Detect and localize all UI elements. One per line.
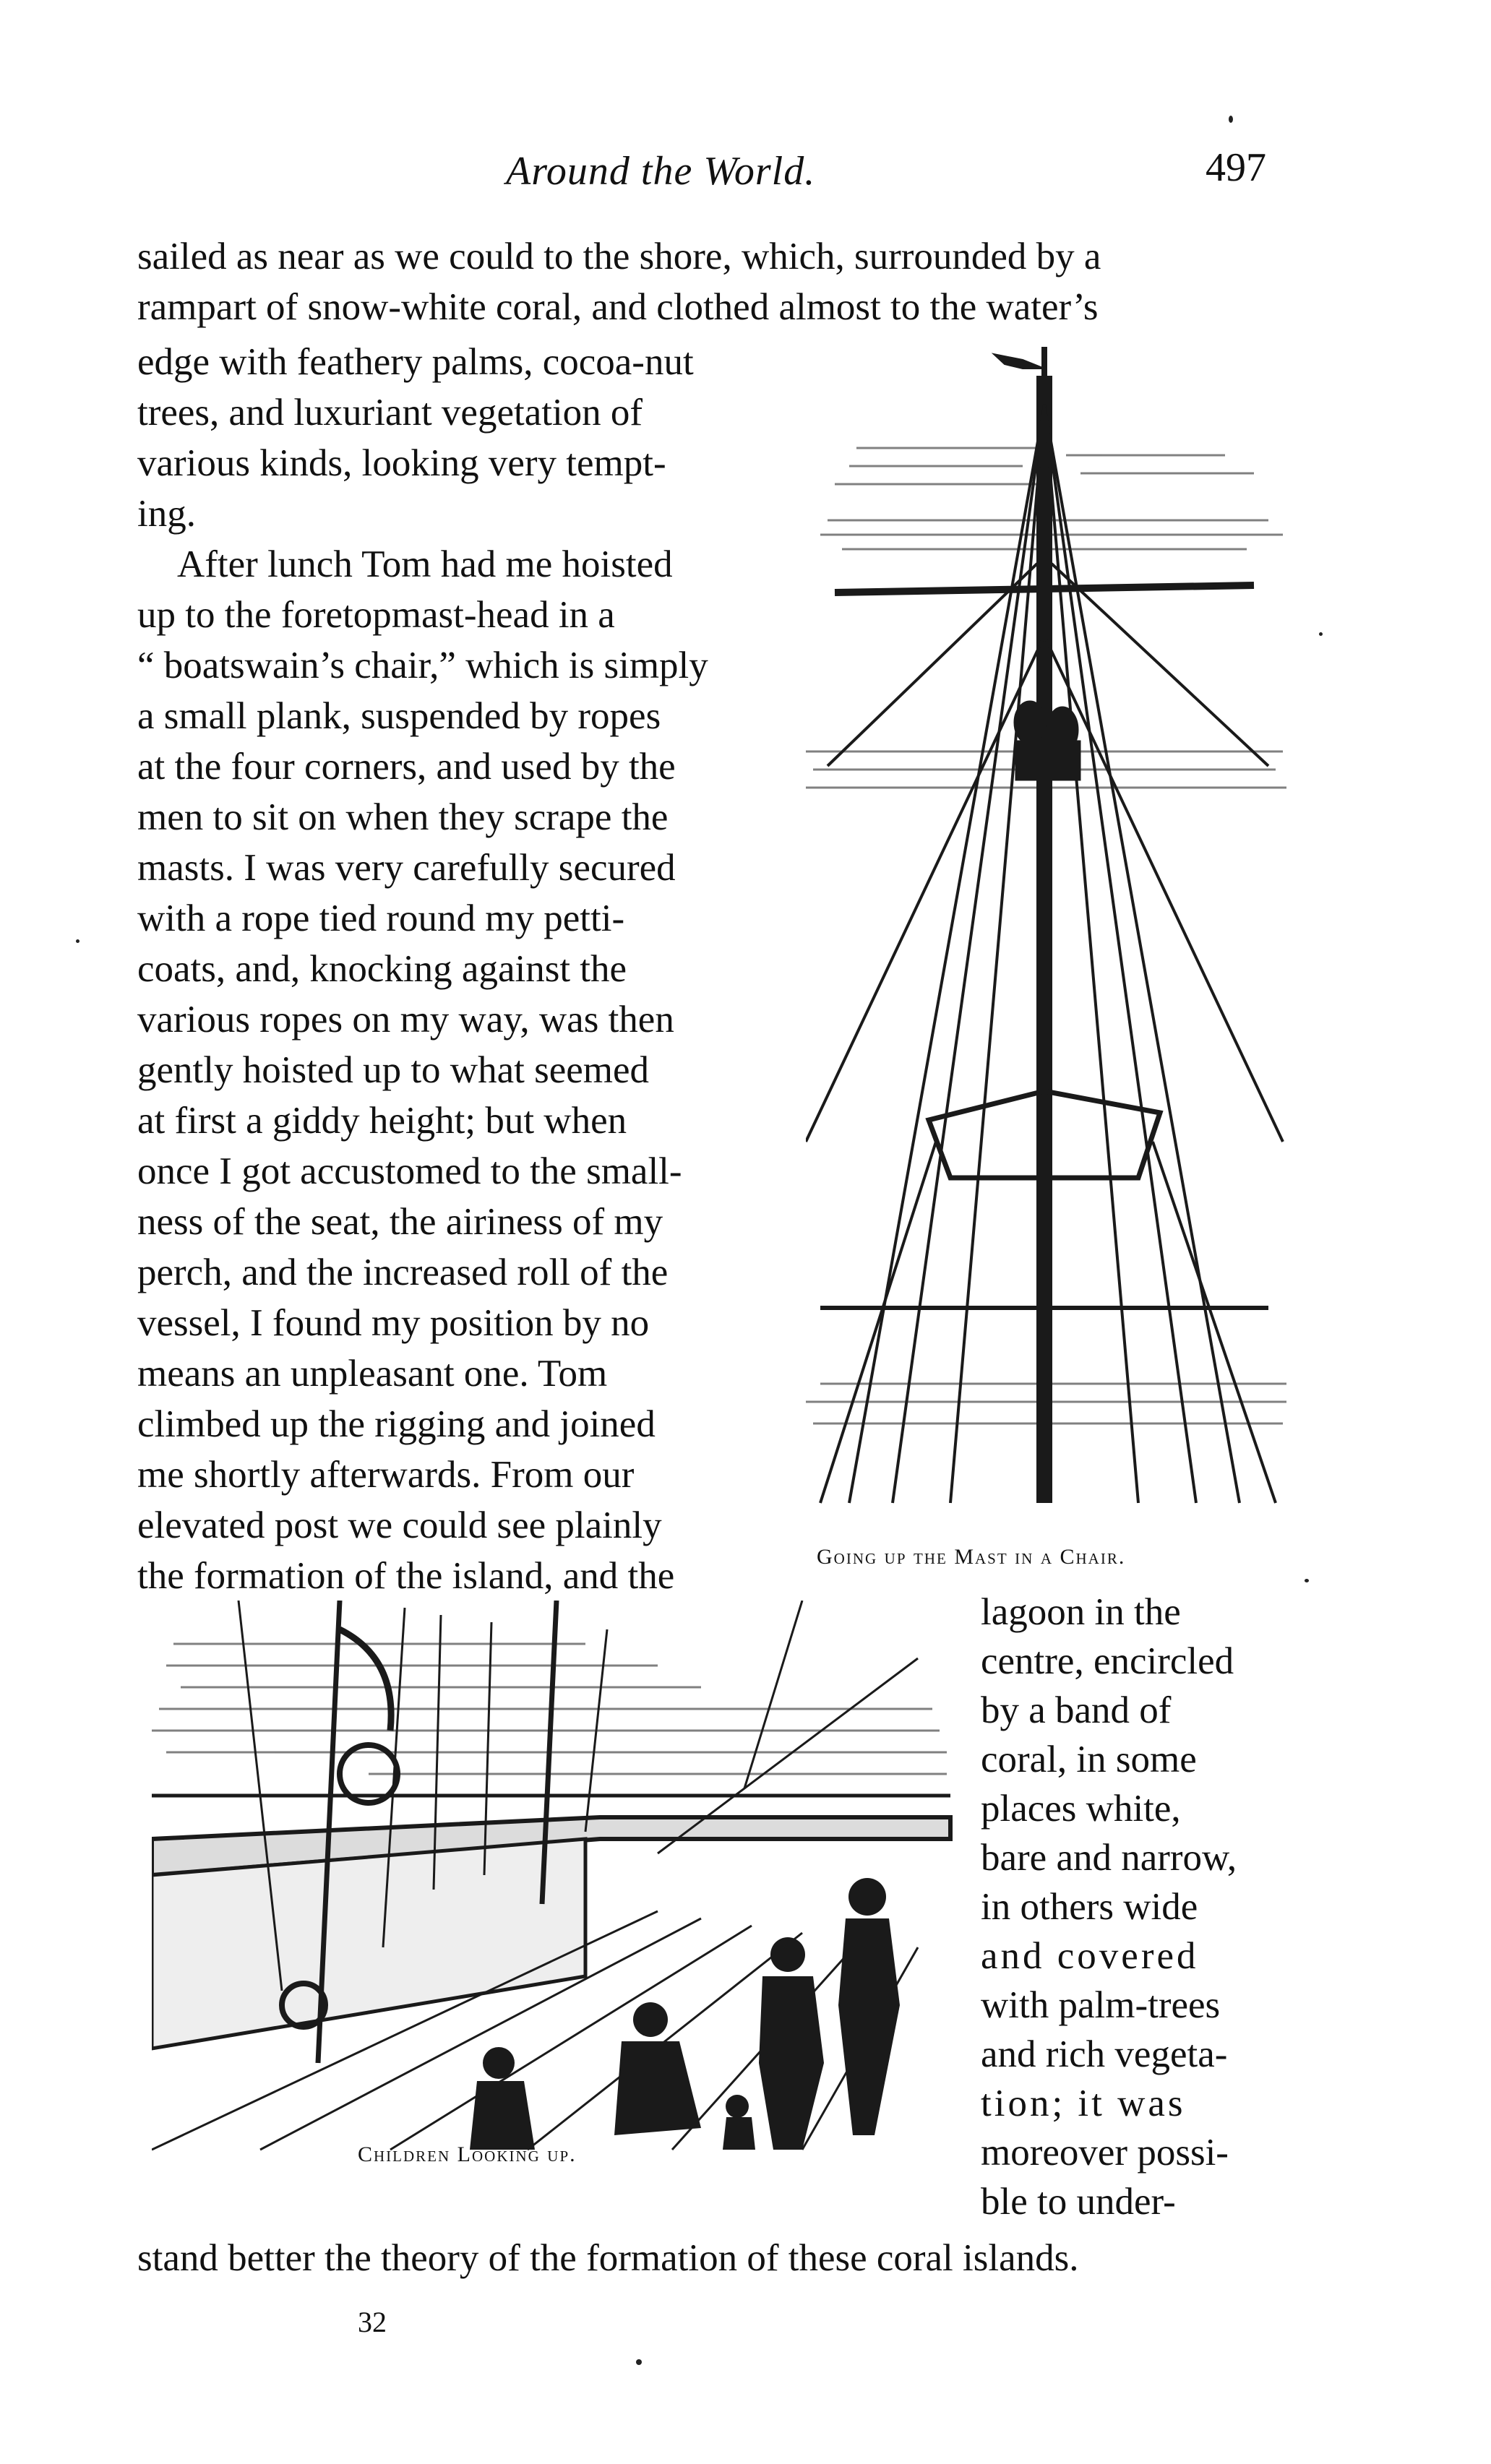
text-line: with palm-trees bbox=[981, 1984, 1221, 2026]
text-line: coral, in some bbox=[981, 1739, 1197, 1780]
text-line: ble to under- bbox=[981, 2181, 1176, 2223]
text-line: stand better the theory of the formation of these coral islands. bbox=[137, 2237, 1079, 2279]
ink-speck bbox=[76, 939, 80, 943]
text-line: elevated post we could see plainly bbox=[137, 1504, 662, 1546]
text-line: with a rope tied round my petti- bbox=[137, 897, 625, 939]
text-line: masts. I was very carefully secured bbox=[137, 847, 676, 889]
text-line: edge with feathery palms, cocoa-nut bbox=[137, 341, 694, 383]
text-line: by a band of bbox=[981, 1689, 1172, 1731]
text-line: sailed as near as we could to the shore, which, surrounded by a bbox=[137, 236, 1101, 277]
text-line: in others wide bbox=[981, 1886, 1198, 1928]
text-line: at the four corners, and used by the bbox=[137, 746, 676, 788]
text-line: tion; it was bbox=[981, 2082, 1186, 2124]
text-line: coats, and, knocking against the bbox=[137, 948, 627, 990]
text-line: once I got accustomed to the small- bbox=[137, 1150, 682, 1192]
text-line: climbed up the rigging and joined bbox=[137, 1403, 656, 1445]
text-line: vessel, I found my position by no bbox=[137, 1302, 650, 1344]
text-line: men to sit on when they scrape the bbox=[137, 796, 669, 838]
text-line: “ boatswain’s chair,” which is simply bbox=[137, 645, 708, 686]
page-number: 497 bbox=[1206, 145, 1266, 190]
signature-folio: 32 bbox=[358, 2306, 387, 2338]
ink-speck bbox=[636, 2359, 642, 2365]
text-line: various ropes on my way, was then bbox=[137, 999, 674, 1041]
mast-illustration bbox=[806, 347, 1294, 1532]
text-line: After lunch Tom had me hoisted bbox=[177, 543, 673, 585]
text-line: ing. bbox=[137, 493, 196, 535]
text-line: moreover possi- bbox=[981, 2132, 1229, 2174]
text-line: at first a giddy height; but when bbox=[137, 1100, 627, 1142]
text-line: perch, and the increased roll of the bbox=[137, 1252, 669, 1293]
deck-illustration bbox=[152, 1601, 954, 2157]
text-line: means an unpleasant one. Tom bbox=[137, 1353, 608, 1395]
text-line: a small plank, suspended by ropes bbox=[137, 695, 661, 737]
text-line: up to the foretopmast-head in a bbox=[137, 594, 615, 636]
text-line: bare and narrow, bbox=[981, 1837, 1237, 1879]
text-line: lagoon in the bbox=[981, 1591, 1181, 1633]
text-line: and rich vegeta- bbox=[981, 2033, 1228, 2075]
text-line: and covered bbox=[981, 1935, 1199, 1977]
text-line: places white, bbox=[981, 1788, 1181, 1830]
text-line: rampart of snow-white coral, and clothed almost to the water’s bbox=[137, 286, 1099, 328]
running-head-title: Around the World. bbox=[506, 149, 816, 194]
text-line: various kinds, looking very tempt- bbox=[137, 442, 666, 484]
ink-speck bbox=[1305, 1579, 1309, 1582]
text-line: the formation of the island, and the bbox=[137, 1555, 675, 1597]
text-line: me shortly afterwards. From our bbox=[137, 1454, 635, 1496]
text-line: gently hoisted up to what seemed bbox=[137, 1049, 649, 1091]
ink-speck bbox=[1229, 116, 1233, 123]
children-caption: Children Looking up. bbox=[358, 2142, 577, 2166]
mast-caption: Going up the Mast in a Chair. bbox=[817, 1545, 1126, 1569]
text-line: centre, encircled bbox=[981, 1640, 1234, 1682]
text-line: trees, and luxuriant vegetation of bbox=[137, 392, 643, 434]
text-line: ness of the seat, the airiness of my bbox=[137, 1201, 663, 1243]
ink-speck bbox=[1319, 632, 1323, 636]
